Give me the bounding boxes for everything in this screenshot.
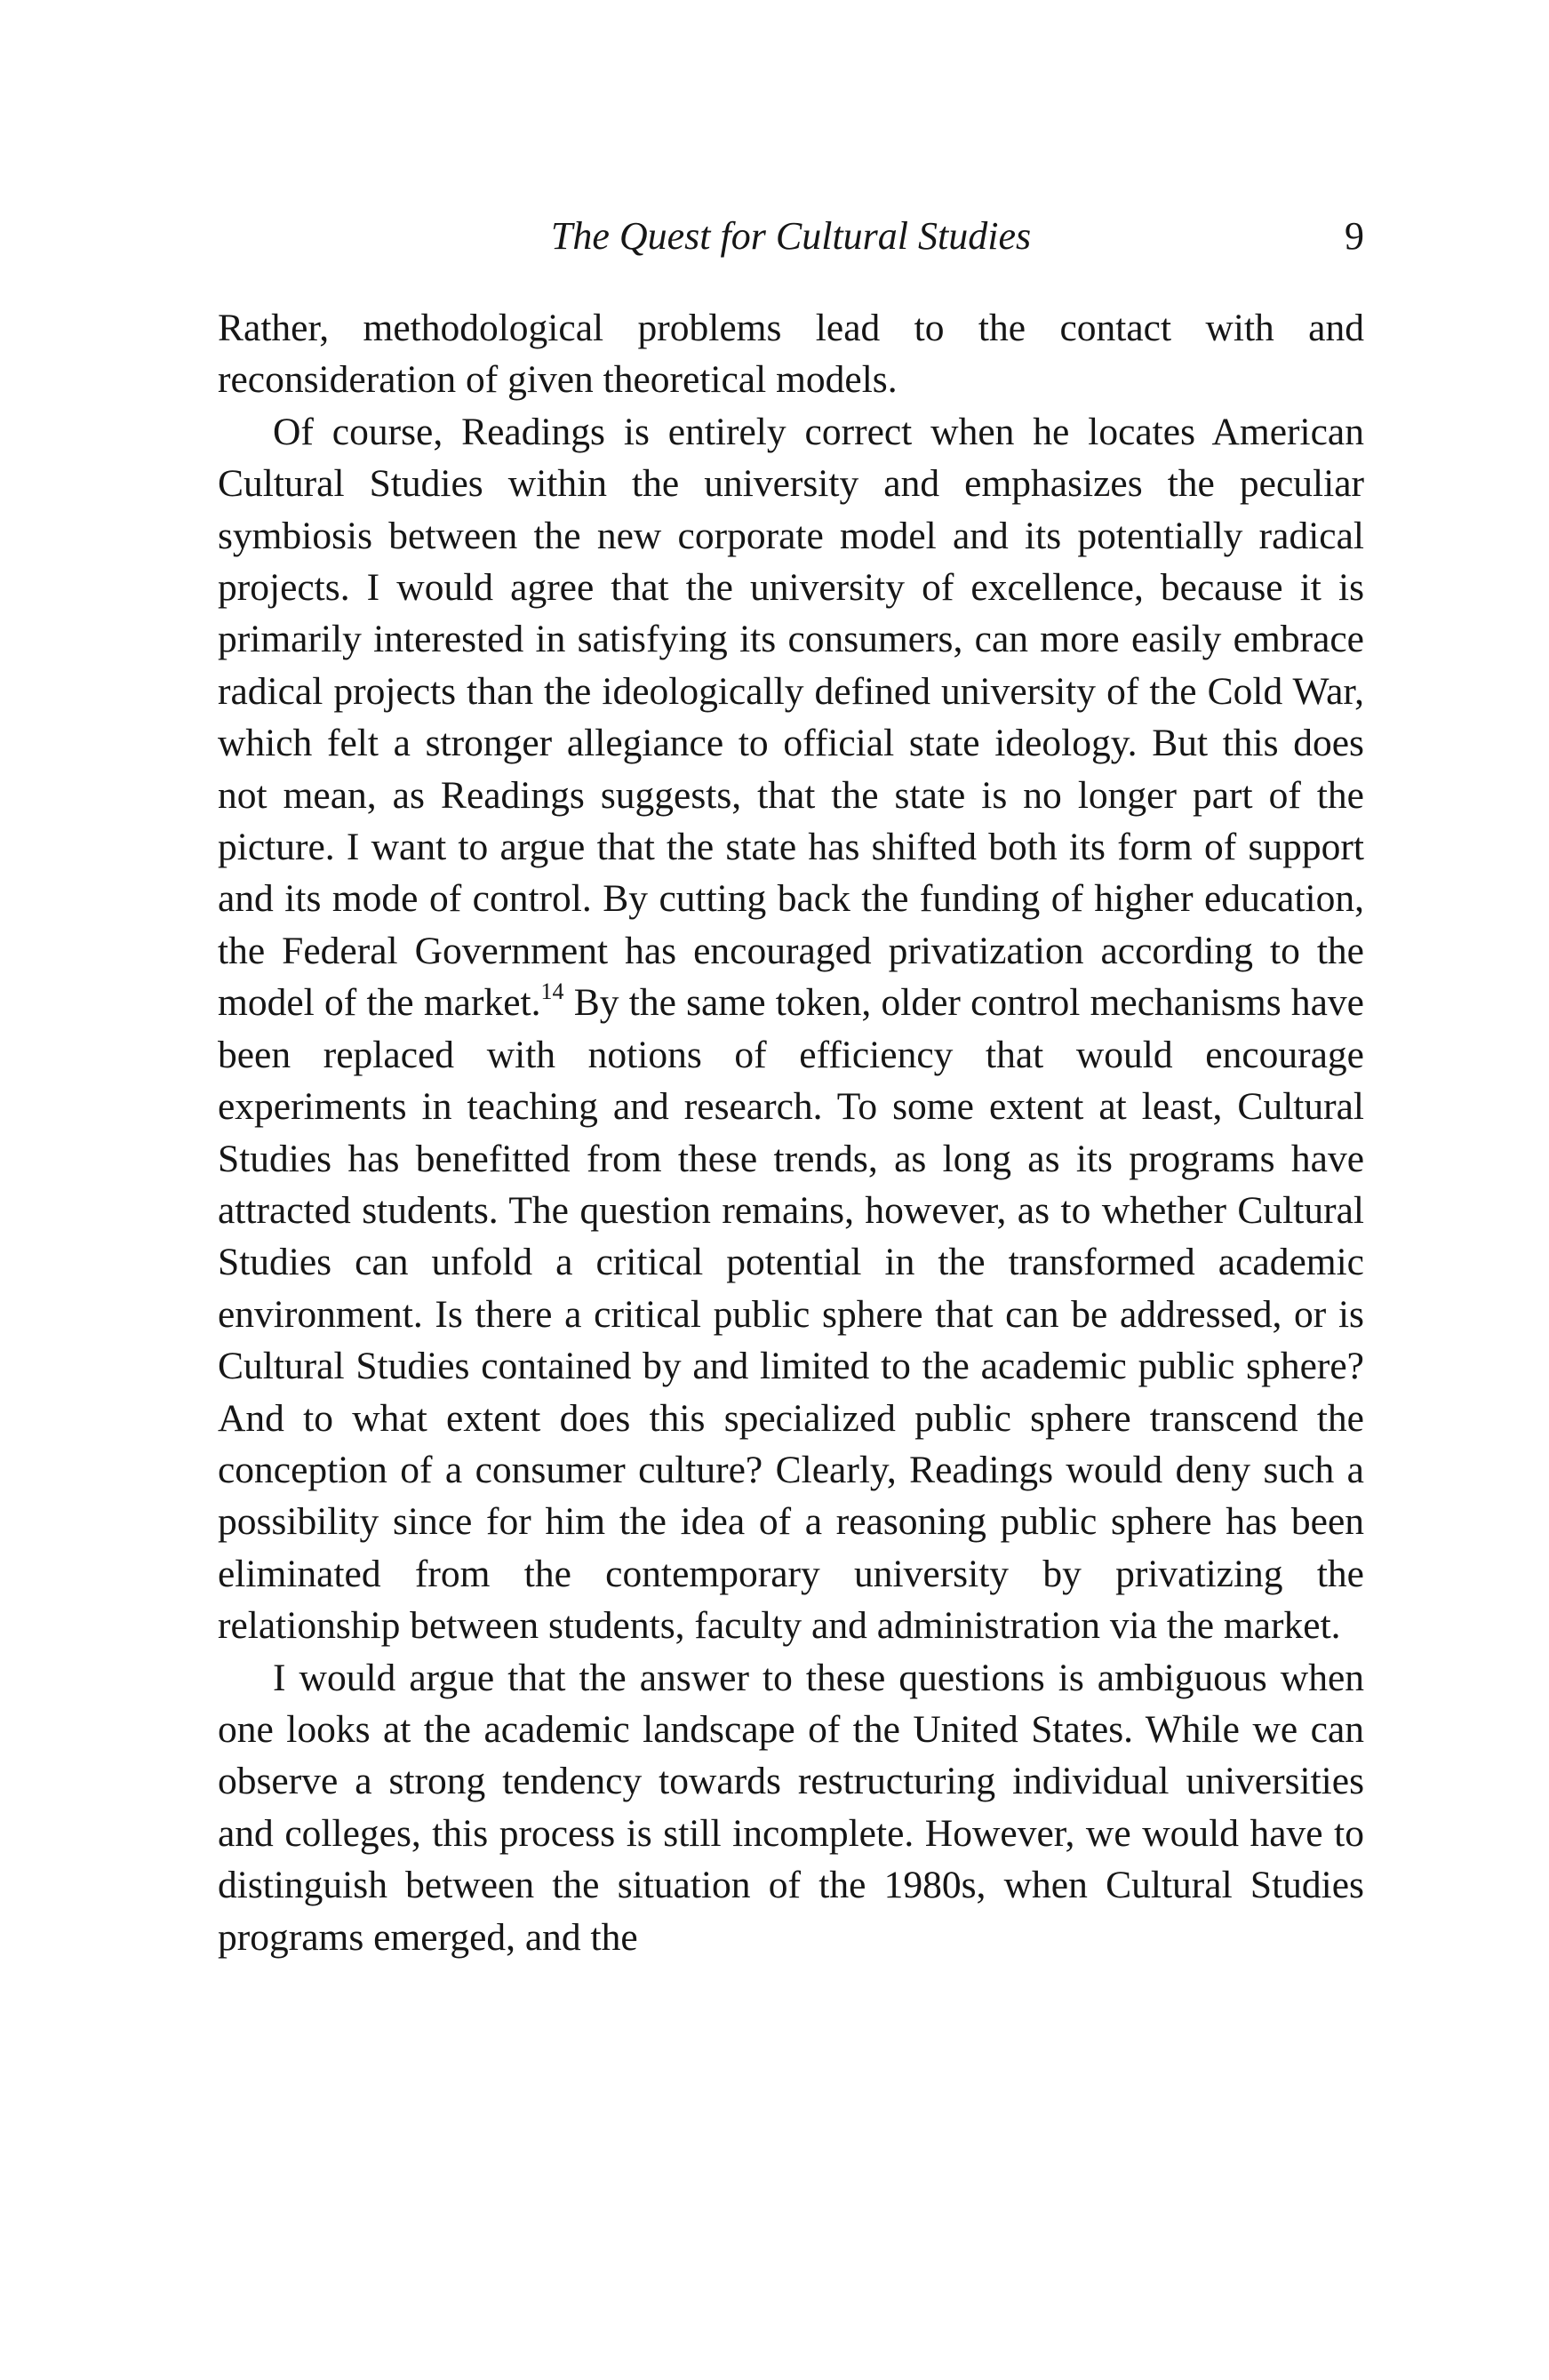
paragraph-3: I would argue that the answer to these questions is ambiguous when one looks at the academic landscape of the United States. While we can observe a strong tendency towards restructuring individual universities and colleges, this process is still incomplete. However, we would have to distinguish between the situation of the 1980s, when Cultural Studies programs emerged, and the bbox=[218, 1656, 1364, 1959]
body-text bbox=[218, 302, 1364, 1963]
page-number: 9 bbox=[1345, 214, 1364, 258]
paragraph-2-text-b: By the same token, older control mechanisms have been replaced with notions of efficiency that would encourage experiments in teaching and research. To some extent at least, Cultural Studies has benefitted from these trends, as long as its programs have attracted students. The question remains, however, as to whether Cultural Studies can unfold a critical potential in the transformed academic environment. Is there a critical public sphere that can be addressed, or is Cultural Studies contained by and limited to the academic public sphere? And to what extent does this specialized public sphere transcend the conception of a consumer culture? Clearly, Readings would deny such a possibility since for him the idea of a reasoning public sphere has been eliminated from the contemporary university by privatizing the relationship between students, faculty and administration via the market. bbox=[218, 981, 1364, 1648]
paragraph-1: Rather, methodological problems lead to the contact with and reconsideration of given theoretical models. bbox=[218, 307, 1364, 402]
paragraph-2-text-a: Of course, Readings is entirely correct when he locates American Cultural Studies within the university and emphasizes the peculiar symbiosis between the new corporate model and its potentially radical projects. I would agree that the university of excellence, because it is primarily interested in satisfying its consumers, can more easily embrace radical projects than the ideologically defined university of the Cold War, which felt a stronger allegiance to official state ideology. But this does not mean, as Readings suggests, that the state is no longer part of the picture. I want to argue that the state has shifted both its form of support and its mode of control. By cutting back the funding of higher education, the Federal Government has encouraged privatization according to the model of the market. bbox=[218, 410, 1364, 1025]
running-head bbox=[218, 210, 1364, 263]
paragraph-2 bbox=[218, 406, 1364, 1652]
footnote-reference: 14 bbox=[540, 978, 564, 1005]
running-title: The Quest for Cultural Studies bbox=[550, 214, 1032, 258]
